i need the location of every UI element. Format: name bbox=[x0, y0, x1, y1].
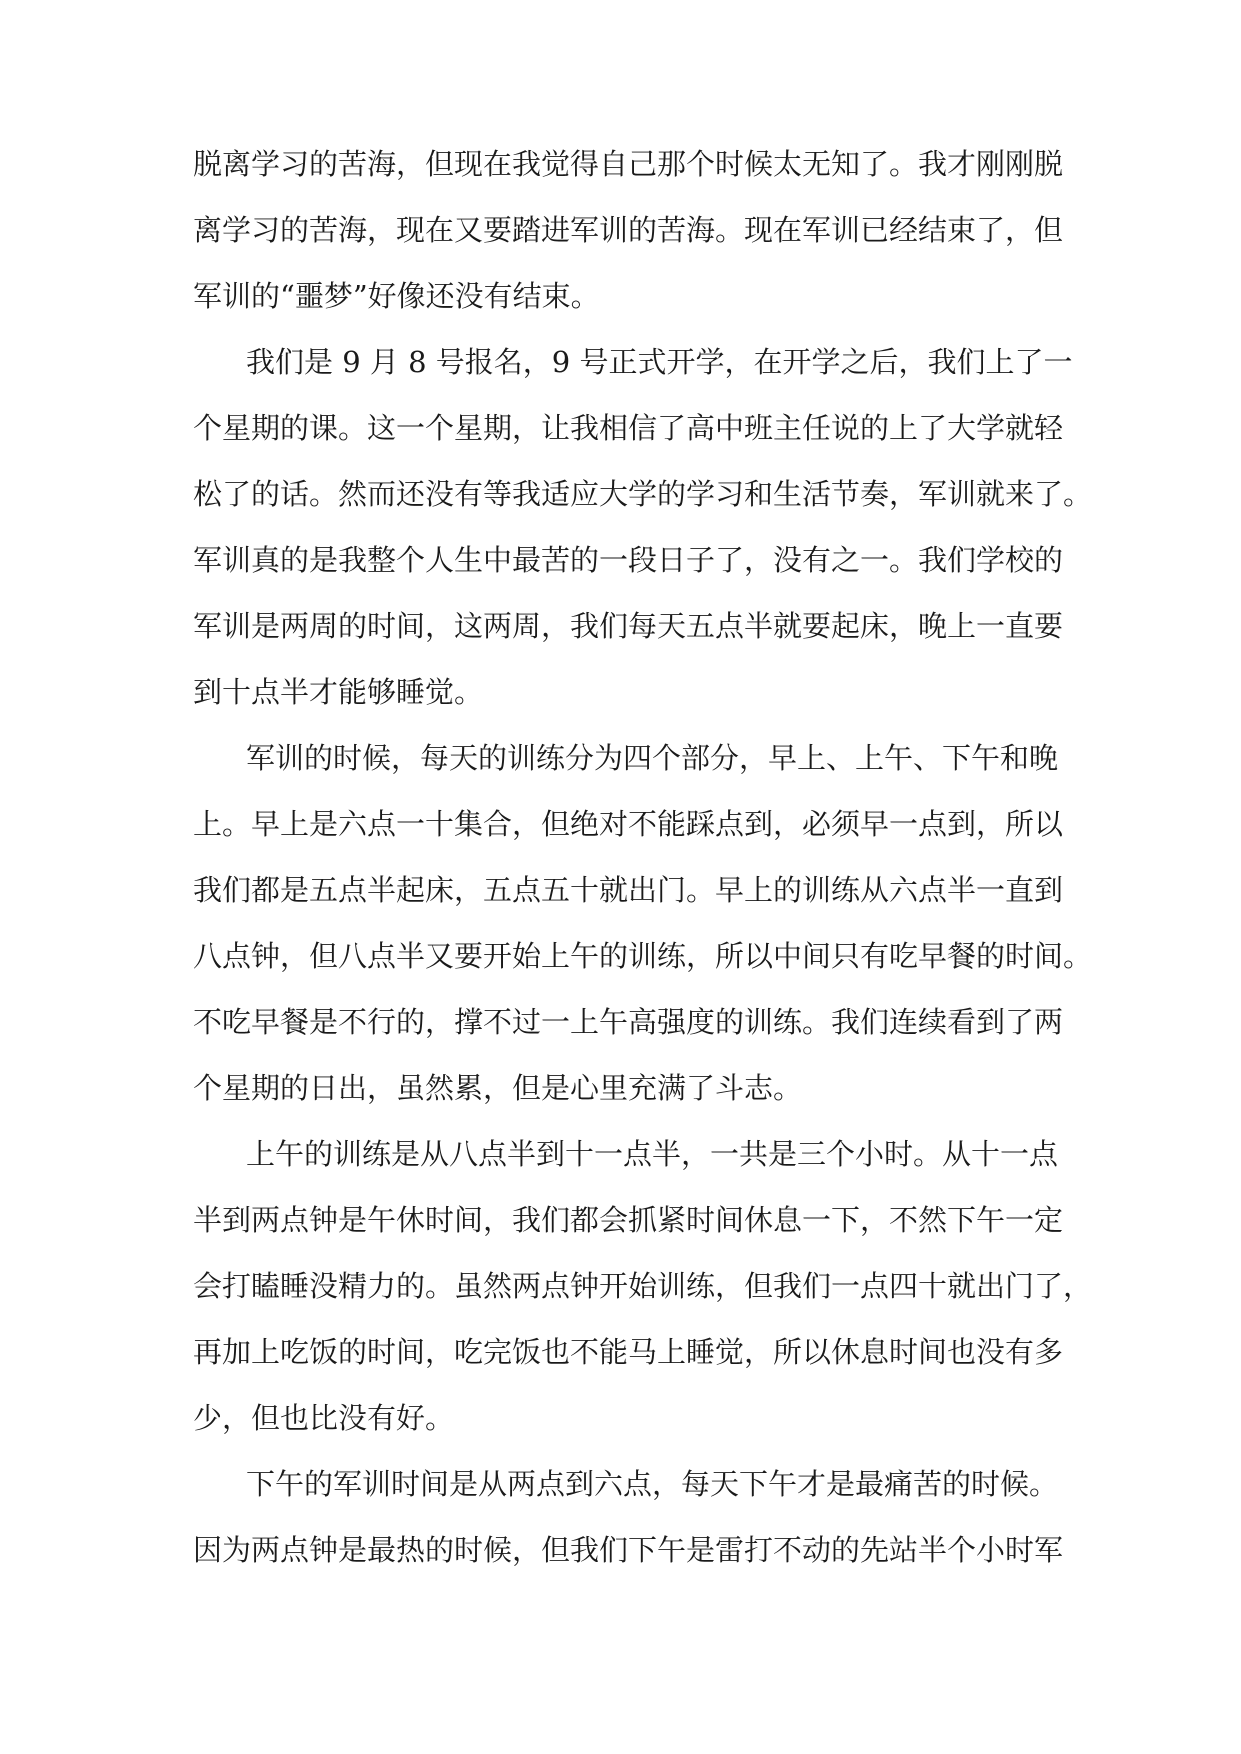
text-line: 不吃早餐是不行的，撑不过一上午高强度的训练。我们连续看到了两 bbox=[193, 1005, 1064, 1039]
text-line: 军训真的是我整个人生中最苦的一段日子了，没有之一。我们学校的 bbox=[193, 543, 1064, 577]
text-line: 八点钟，但八点半又要开始上午的训练，所以中间只有吃早餐的时间。 bbox=[193, 939, 1093, 973]
text-line: 上午的训练是从八点半到十一点半，一共是三个小时。从十一点 bbox=[246, 1137, 1059, 1171]
text-line: 军训的时候，每天的训练分为四个部分，早上、上午、下午和晚 bbox=[246, 741, 1059, 775]
text-line: 下午的军训时间是从两点到六点，每天下午才是最痛苦的时候。 bbox=[246, 1467, 1059, 1501]
text-line: 会打瞌睡没精力的。虽然两点钟开始训练，但我们一点四十就出门了， bbox=[193, 1269, 1093, 1303]
text-line: 上。早上是六点一十集合，但绝对不能踩点到，必须早一点到，所以 bbox=[193, 807, 1064, 841]
text-line: 离学习的苦海，现在又要踏进军训的苦海。现在军训已经结束了，但 bbox=[193, 213, 1064, 247]
text-line: 我们都是五点半起床，五点五十就出门。早上的训练从六点半一直到 bbox=[193, 873, 1064, 907]
text-line: 少，但也比没有好。 bbox=[193, 1401, 455, 1435]
text-line: 到十点半才能够睡觉。 bbox=[193, 675, 484, 709]
text-line: 因为两点钟是最热的时候，但我们下午是雷打不动的先站半个小时军 bbox=[193, 1533, 1064, 1567]
text-line: 我们是 9 月 8 号报名，9 号正式开学，在开学之后，我们上了一 bbox=[246, 345, 1073, 379]
text-line: 军训的“噩梦”好像还没有结束。 bbox=[193, 279, 600, 313]
text-line: 松了的话。然而还没有等我适应大学的学习和生活节奏，军训就来了。 bbox=[193, 477, 1093, 511]
text-line: 军训是两周的时间，这两周，我们每天五点半就要起床，晚上一直要 bbox=[193, 609, 1064, 643]
text-line: 再加上吃饭的时间，吃完饭也不能马上睡觉，所以休息时间也没有多 bbox=[193, 1335, 1064, 1369]
text-line: 脱离学习的苦海，但现在我觉得自己那个时候太无知了。我才刚刚脱 bbox=[193, 147, 1064, 181]
text-line: 半到两点钟是午休时间，我们都会抓紧时间休息一下，不然下午一定 bbox=[193, 1203, 1064, 1237]
text-line: 个星期的日出，虽然累，但是心里充满了斗志。 bbox=[193, 1071, 803, 1105]
text-line: 个星期的课。这一个星期，让我相信了高中班主任说的上了大学就轻 bbox=[193, 411, 1064, 445]
